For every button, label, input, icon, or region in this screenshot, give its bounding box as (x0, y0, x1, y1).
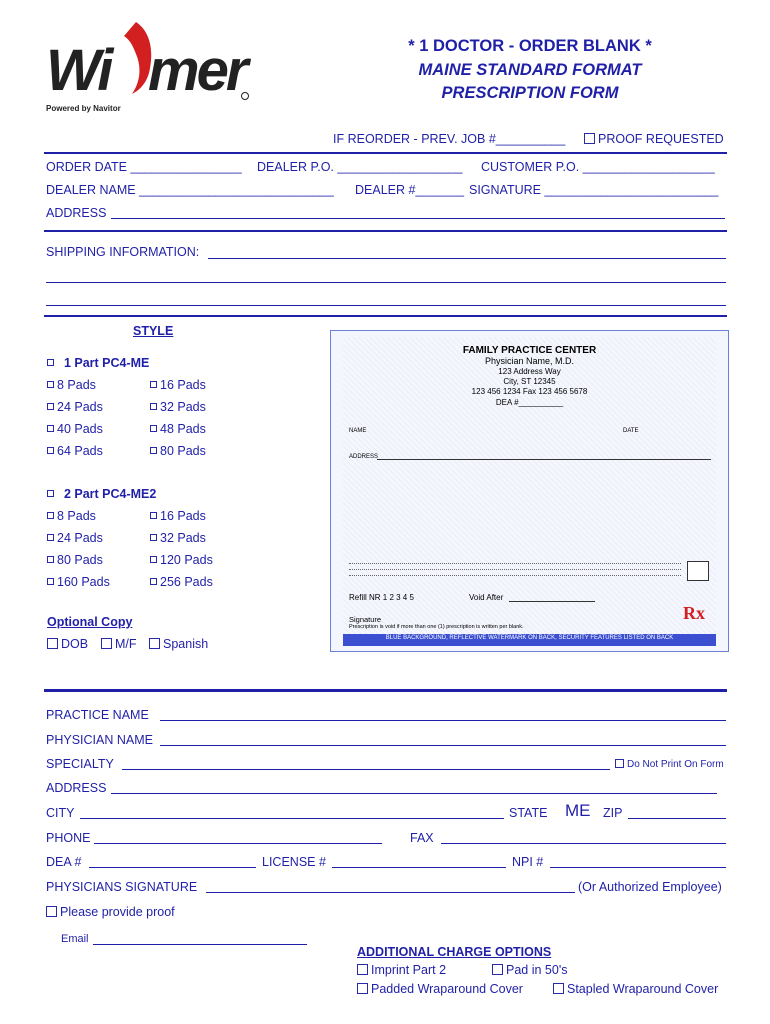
sample-address1: 123 Address Way (498, 367, 561, 376)
padded-wraparound-label: Padded Wraparound Cover (371, 982, 523, 996)
proof-requested-option[interactable] (584, 132, 724, 146)
customer-po-field[interactable]: CUSTOMER P.O. ___________________ (481, 160, 715, 174)
checkbox[interactable] (150, 381, 157, 388)
optional-label: DOB (61, 637, 89, 651)
pad-label: 120 Pads (160, 553, 213, 567)
part2-pad-8[interactable] (47, 509, 96, 523)
physician-address-input[interactable] (111, 793, 717, 794)
stapled-wraparound-option[interactable] (553, 982, 718, 996)
pad-label: 16 Pads (160, 509, 206, 523)
padded-wraparound-option[interactable] (357, 982, 523, 996)
pad-label: 32 Pads (160, 400, 206, 414)
state-label: STATE (509, 806, 548, 820)
sample-prescription (330, 330, 729, 652)
checkbox[interactable] (47, 578, 54, 585)
part2-label: 2 Part PC4-ME2 (63, 487, 157, 501)
address-label: ADDRESS (46, 206, 107, 220)
part2-pad-160[interactable] (47, 575, 110, 589)
rx-symbol: Rx (683, 603, 705, 623)
license-label: LICENSE # (262, 855, 326, 869)
logo-mer: mer (148, 38, 246, 103)
checkbox[interactable] (150, 403, 157, 410)
part1-pad-80[interactable] (150, 444, 206, 458)
title-line-1: * 1 DOCTOR - ORDER BLANK * (408, 37, 652, 55)
checkbox[interactable] (47, 403, 54, 410)
sample-physician: Physician Name, M.D. (484, 356, 575, 366)
part1-pad-64[interactable] (47, 444, 103, 458)
physician-address-label: ADDRESS (46, 781, 107, 795)
pad-in-50s-option[interactable] (492, 963, 567, 977)
pad-label: 32 Pads (160, 531, 206, 545)
sample-address-label: ADDRESS (349, 454, 379, 460)
provide-proof-label: Please provide proof (60, 905, 175, 919)
divider-top (44, 152, 727, 154)
checkbox[interactable] (150, 578, 157, 585)
optional-label: Spanish (163, 637, 209, 651)
checkbox[interactable] (150, 512, 157, 519)
part2-option[interactable] (47, 487, 156, 501)
sample-date-label: DATE (623, 428, 639, 434)
physician-signature-input[interactable] (206, 892, 575, 893)
sample-address-line (377, 459, 711, 460)
part2-pad-32[interactable] (150, 531, 206, 545)
sample-footer: BLUE BACKGROUND, REFLECTIVE WATERMARK ON BACK, SECURITY FEATURES LISTED ON BACK (385, 635, 674, 641)
logo-graphic (44, 18, 254, 118)
practice-name-input[interactable] (160, 720, 726, 721)
additional-options-heading: ADDITIONAL CHARGE OPTIONS (357, 945, 552, 959)
stapled-wraparound-label: Stapled Wraparound Cover (567, 982, 719, 996)
proof-requested-label: PROOF REQUESTED (598, 132, 724, 146)
shipping-input-3[interactable] (46, 305, 726, 306)
practice-name-label: PRACTICE NAME (46, 708, 149, 722)
pad-label: 64 Pads (57, 444, 103, 458)
part1-label: 1 Part PC4-ME (63, 356, 150, 370)
sample-substitution-box (687, 561, 709, 581)
optional-spanish[interactable] (149, 637, 208, 651)
wilmer-logo (44, 18, 254, 118)
checkbox[interactable] (150, 534, 157, 541)
checkbox[interactable] (47, 381, 54, 388)
divider-style (44, 689, 727, 692)
sample-refill: Refill NR 1 2 3 4 5 (349, 593, 414, 602)
checkbox[interactable] (46, 906, 57, 917)
title-line-2: MAINE STANDARD FORMAT (418, 61, 642, 79)
fax-label: FAX (410, 831, 434, 845)
email-input[interactable] (93, 944, 307, 945)
pad-label: 24 Pads (57, 400, 103, 414)
part2-pad-120[interactable] (150, 553, 213, 567)
part1-option[interactable] (47, 356, 149, 370)
part1-pad-40[interactable] (47, 422, 103, 436)
checkbox[interactable] (553, 983, 564, 994)
checkbox[interactable] (47, 534, 54, 541)
checkbox[interactable] (47, 425, 54, 432)
optional-mf[interactable] (101, 637, 137, 651)
sample-signature: Signature (349, 615, 382, 624)
sample-void-line (509, 601, 595, 602)
part2-pad-256[interactable] (150, 575, 213, 589)
pad-label: 24 Pads (57, 531, 103, 545)
sample-sig-note: Prescription is void if more than one (1) prescription is written per blank. (349, 624, 524, 630)
npi-input[interactable] (550, 867, 726, 868)
state-value[interactable]: ME (565, 801, 591, 820)
optional-dob[interactable] (47, 637, 88, 651)
logo-wi: Wi (46, 38, 111, 103)
physician-signature-label: PHYSICIANS SIGNATURE (46, 880, 198, 894)
dea-label: DEA # (46, 855, 82, 869)
city-input[interactable] (80, 818, 504, 819)
do-not-print-label: Do Not Print On Form (627, 759, 724, 770)
city-label: CITY (46, 806, 75, 820)
part1-pad-48[interactable] (150, 422, 206, 436)
optional-copy-heading: Optional Copy (47, 615, 133, 629)
checkbox[interactable] (47, 638, 58, 649)
sample-name-label: NAME (349, 428, 367, 434)
dea-input[interactable] (89, 867, 256, 868)
pad-label: 8 Pads (57, 378, 96, 392)
divider-order (44, 230, 727, 232)
part1-pad-24[interactable] (47, 400, 103, 414)
shipping-input-2[interactable] (46, 282, 726, 283)
checkbox[interactable] (149, 638, 160, 649)
do-not-print-option[interactable] (615, 759, 724, 770)
part1-pad-32[interactable] (150, 400, 206, 414)
checkbox[interactable] (615, 759, 624, 768)
checkbox[interactable] (492, 964, 503, 975)
pad-label: 8 Pads (57, 509, 96, 523)
checkbox[interactable] (150, 556, 157, 563)
logo-tagline: Powered by Navitor (46, 104, 121, 113)
imprint-part2-label: Imprint Part 2 (371, 963, 447, 977)
physician-name-input[interactable] (160, 745, 726, 746)
part2-pad-80[interactable] (47, 553, 103, 567)
order-date-field[interactable]: ORDER DATE ________________ (46, 160, 242, 174)
imprint-part2-option[interactable] (357, 963, 446, 977)
sample-practice: FAMILY PRACTICE CENTER (462, 345, 597, 356)
part2-pad-16[interactable] (150, 509, 206, 523)
phone-input[interactable] (94, 843, 382, 844)
dealer-name-field[interactable]: DEALER NAME ____________________________ (46, 183, 334, 197)
pad-label: 16 Pads (160, 378, 206, 392)
signature-field[interactable]: SIGNATURE _________________________ (469, 183, 719, 197)
license-input[interactable] (332, 867, 506, 868)
proof-requested-checkbox[interactable] (584, 133, 595, 144)
pad-label: 80 Pads (57, 553, 103, 567)
checkbox[interactable] (47, 512, 54, 519)
part1-pad-8[interactable] (47, 378, 96, 392)
pad-label: 80 Pads (160, 444, 206, 458)
reorder-label[interactable]: IF REORDER - PREV. JOB #__________ (333, 132, 566, 146)
sample-phones: 123 456 1234 Fax 123 456 5678 (471, 387, 588, 396)
phone-label: PHONE (46, 831, 91, 845)
checkbox[interactable] (357, 983, 368, 994)
shipping-input-1[interactable] (208, 258, 726, 259)
part1-pad-16[interactable] (150, 378, 206, 392)
dealer-po-field[interactable]: DEALER P.O. __________________ (257, 160, 463, 174)
sample-dea: DEA #__________ (495, 398, 564, 407)
address-input[interactable] (111, 218, 725, 219)
sample-disclaimer (349, 559, 681, 581)
pad-in-50s-label: Pad in 50's (506, 963, 568, 977)
checkbox[interactable] (150, 447, 157, 454)
physician-name-label: PHYSICIAN NAME (46, 733, 153, 747)
checkbox[interactable] (47, 447, 54, 454)
zip-label: ZIP (603, 806, 623, 820)
authorized-employee-label: (Or Authorized Employee) (578, 880, 722, 894)
provide-proof-option[interactable] (46, 905, 175, 919)
dealer-number-field[interactable]: DEALER #_______ (355, 183, 465, 197)
specialty-input[interactable] (122, 769, 610, 770)
sample-address2: City, ST 12345 (503, 377, 556, 386)
pad-label: 256 Pads (160, 575, 213, 589)
pad-label: 40 Pads (57, 422, 103, 436)
style-heading: STYLE (133, 324, 174, 338)
zip-input[interactable] (628, 818, 726, 819)
fax-input[interactable] (441, 843, 726, 844)
checkbox[interactable] (150, 425, 157, 432)
part1-checkbox[interactable] (47, 359, 54, 366)
optional-label: M/F (115, 637, 137, 651)
npi-label: NPI # (512, 855, 544, 869)
pad-label: 160 Pads (57, 575, 110, 589)
pad-label: 48 Pads (160, 422, 206, 436)
checkbox[interactable] (47, 556, 54, 563)
checkbox[interactable] (357, 964, 368, 975)
part2-checkbox[interactable] (47, 490, 54, 497)
shipping-label: SHIPPING INFORMATION: (46, 245, 200, 259)
part2-pad-24[interactable] (47, 531, 103, 545)
checkbox[interactable] (101, 638, 112, 649)
specialty-label: SPECIALTY (46, 757, 114, 771)
title-line-3: PRESCRIPTION FORM (441, 84, 619, 102)
email-label: Email (61, 933, 89, 945)
sample-void-after: Void After (469, 593, 504, 602)
divider-shipping (44, 315, 727, 317)
